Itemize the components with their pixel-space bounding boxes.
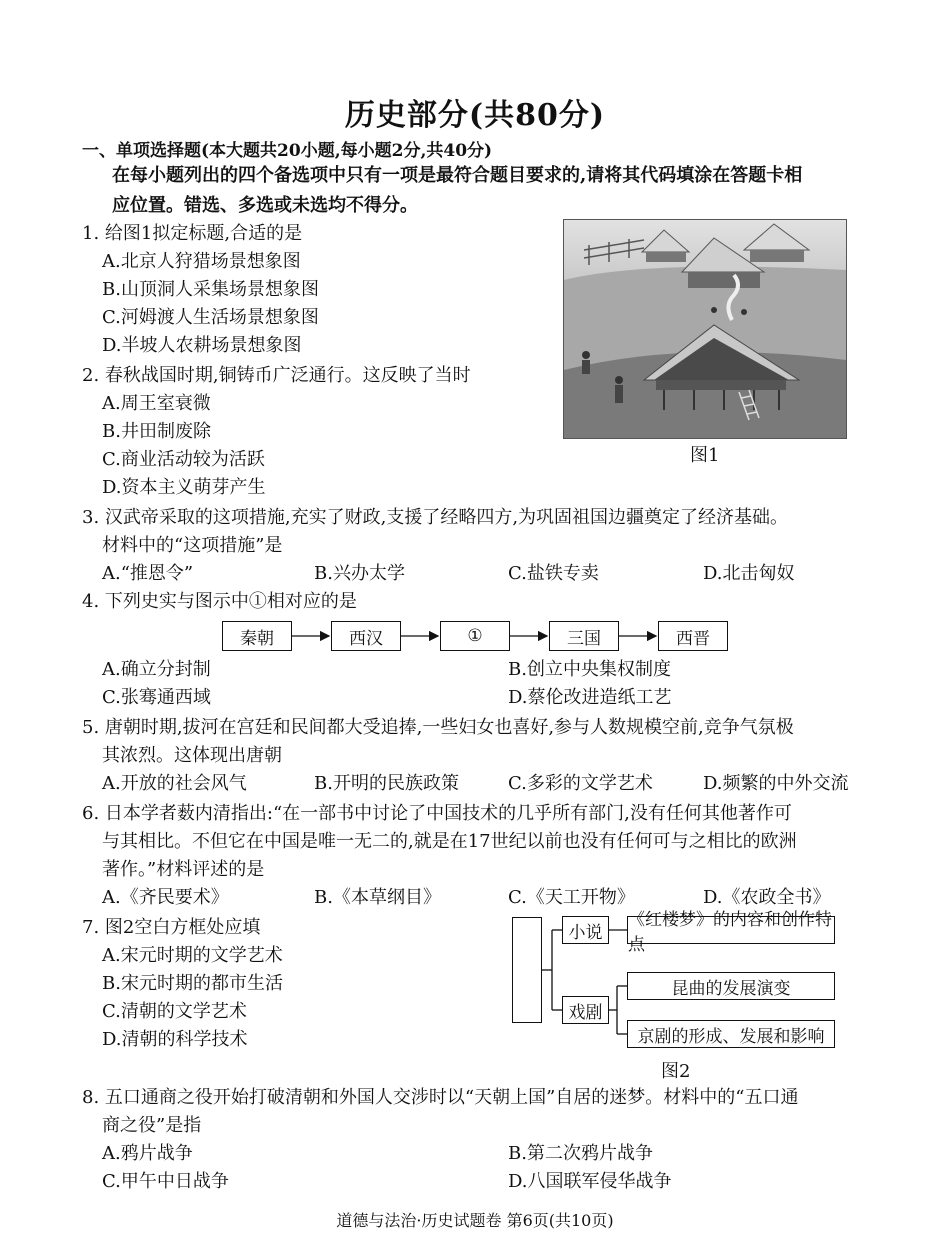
q1-option-b: B.山顶洞人采集场景想象图 [102,279,319,300]
figure-1-illustration [563,219,847,439]
q8-option-b: B.第二次鸦片战争 [508,1143,653,1164]
q7-option-d: D.清朝的科学技术 [102,1029,248,1050]
page-footer: 道德与法治·历史试题卷 第6页(共10页) [336,1211,614,1230]
q8-option-d: D.八国联军侵华战争 [508,1171,672,1192]
q7-option-b: B.宋元时期的都市生活 [102,973,283,994]
q5-option-a: A.开放的社会风气 [102,773,247,794]
q8-stem-line-1: 8. 五口通商之役开始打破清朝和外国人交涉时以“天朝上国”自居的迷梦。材料中的“五口通 [82,1087,799,1108]
figure-1-caption: 图1 [690,445,720,466]
q7-option-c: C.清朝的文学艺术 [102,1001,247,1022]
q1-stem: 1. 给图1拟定标题,合适的是 [82,223,303,244]
q3-option-d: D.北击匈奴 [703,563,795,584]
novel-item-box: 《红楼梦》的内容和创作特点 [627,916,835,944]
q3-stem-line-2: 材料中的“这项措施”是 [102,535,283,556]
flow-box-1: 秦朝 [222,621,292,651]
q5-stem-line-1: 5. 唐朝时期,拔河在宫廷和民间都大受追捧,一些妇女也喜好,参与人数规模空前,竞争气氛极 [82,717,794,738]
q2-stem: 2. 春秋战国时期,铜铸币广泛通行。这反映了当时 [82,365,471,386]
flow-box-3: ① [440,621,510,651]
q2-option-b: B.井田制废除 [102,421,211,442]
q3-option-c: C.盐铁专卖 [508,563,599,584]
q6-stem-line-2: 与其相比。不但它在中国是唯一无二的,就是在17世纪以前也没有任何可与之相比的欧洲 [102,831,797,852]
q2-option-a: A.周王室衰微 [102,393,211,414]
q3-option-b: B.兴办太学 [314,563,405,584]
instructions-line-2: 应位置。错选、多选或未选均不得分。 [112,195,418,216]
q2-option-d: D.资本主义萌芽产生 [102,477,266,498]
page-title: 历史部分(共80分) [344,98,606,133]
q8-option-a: A.鸦片战争 [102,1143,193,1164]
instructions-line-1: 在每小题列出的四个备选项中只有一项是最符合题目要求的,请将其代码填涂在答题卡相 [112,165,803,186]
q6-stem-line-1: 6. 日本学者薮内清指出:“在一部书中讨论了中国技术的几乎所有部门,没有任何其他著作可 [82,803,792,824]
q2-option-c: C.商业活动较为活跃 [102,449,265,470]
q8-option-c: C.甲午中日战争 [102,1171,229,1192]
flow-box-5: 西晋 [658,621,728,651]
q4-option-d: D.蔡伦改进造纸工艺 [508,687,672,708]
q4-option-a: A.确立分封制 [102,659,211,680]
q8-stem-line-2: 商之役”是指 [102,1115,202,1136]
figure-2-caption: 图2 [661,1061,691,1082]
q3-option-a: A.“推恩令” [102,563,194,584]
blank-box [512,917,542,1023]
q5-option-d: D.频繁的中外交流 [703,773,849,794]
q4-option-b: B.创立中央集权制度 [508,659,671,680]
drama-item-box-1: 昆曲的发展演变 [627,972,835,1000]
q1-option-c: C.河姆渡人生活场景想象图 [102,307,319,328]
q6-option-c: C.《天工开物》 [508,887,635,908]
q6-option-b: B.《本草纲目》 [314,887,441,908]
q7-stem: 7. 图2空白方框处应填 [82,917,261,938]
q4-stem: 4. 下列史实与图示中①相对应的是 [82,591,357,612]
drama-item-box-2: 京剧的形成、发展和影响 [627,1020,835,1048]
q5-stem-line-2: 其浓烈。这体现出唐朝 [102,745,282,766]
q7-option-a: A.宋元时期的文学艺术 [102,945,283,966]
q6-option-d: D.《农政全书》 [703,887,831,908]
section-heading: 一、单项选择题(本大题共20小题,每小题2分,共40分) [82,141,493,161]
drama-box: 戏剧 [562,996,609,1024]
q6-option-a: A.《齐民要术》 [102,887,229,908]
q4-option-c: C.张骞通西域 [102,687,211,708]
q5-option-c: C.多彩的文学艺术 [508,773,653,794]
q5-option-b: B.开明的民族政策 [314,773,459,794]
q1-option-d: D.半坡人农耕场景想象图 [102,335,302,356]
flow-box-2: 西汉 [331,621,401,651]
q1-option-a: A.北京人狩猎场景想象图 [102,251,301,272]
novel-box: 小说 [562,916,609,944]
flow-box-4: 三国 [549,621,619,651]
q6-stem-line-3: 著作。”材料评述的是 [102,859,265,880]
q3-stem-line-1: 3. 汉武帝采取的这项措施,充实了财政,支援了经略四方,为巩固祖国边疆奠定了经济基础。 [82,507,789,528]
